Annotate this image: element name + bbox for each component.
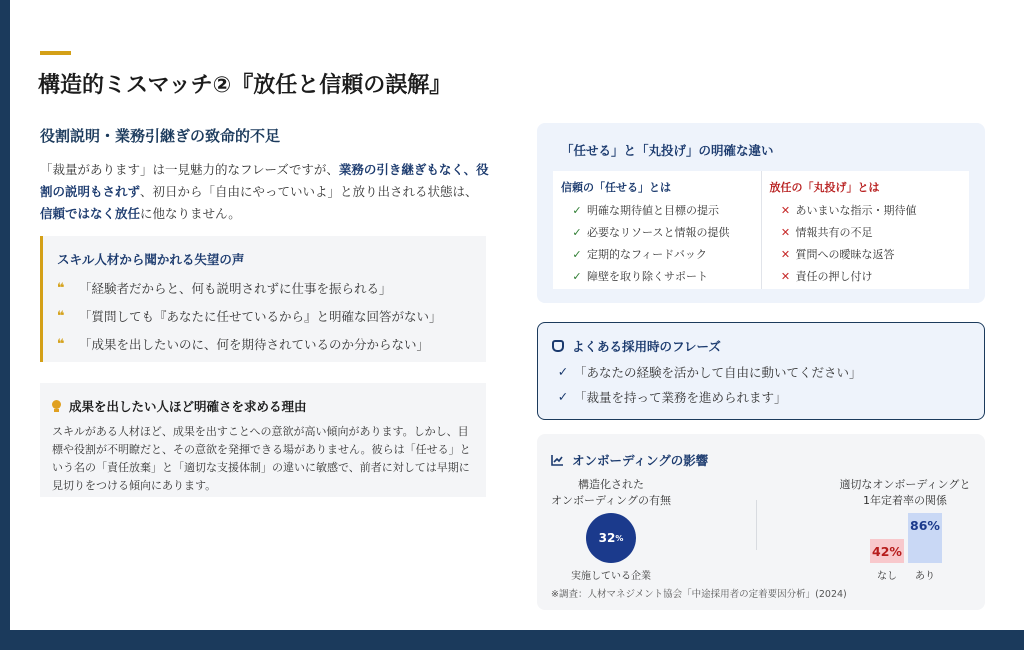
retention-bar-chart bbox=[865, 513, 945, 563]
voice-text: 「成果を出したいのに、何を期待されているのか分からない」 bbox=[79, 337, 430, 352]
phrase-item bbox=[552, 359, 984, 384]
voice-item bbox=[57, 274, 486, 302]
structured-onboarding-label bbox=[537, 477, 685, 509]
implementation-rate-value: 32 bbox=[598, 531, 616, 545]
trust-item-text: 必要なリソースと情報の提供 bbox=[587, 226, 730, 239]
neglect-item bbox=[770, 199, 970, 221]
page-title: 構造的ミスマッチ②『放任と信頼の誤解』 bbox=[38, 73, 452, 98]
check-icon: ✓ bbox=[572, 247, 582, 261]
neglect-item-text: 情報共有の不足 bbox=[795, 226, 873, 239]
phrase-text: 「裁量を持って業務を進められます」 bbox=[574, 389, 787, 405]
phrases-title: よくある採用時のフレーズ bbox=[572, 339, 721, 354]
check-icon: ✓ bbox=[557, 364, 569, 379]
implementation-rate-caption: 実施している企業 bbox=[571, 571, 651, 582]
retention-chart-label-line2: 1年定着率の関係 bbox=[863, 494, 947, 507]
quote-icon: ❝ bbox=[57, 280, 65, 296]
trust-item bbox=[561, 221, 761, 243]
trust-item-text: 定期的なフィードバック bbox=[587, 248, 707, 261]
chart-trend-icon bbox=[551, 454, 564, 466]
retention-bar-without-value: 42% bbox=[872, 544, 902, 559]
trust-item bbox=[561, 265, 761, 287]
neglect-item-text: あいまいな指示・期待値 bbox=[795, 204, 917, 217]
neglect-column bbox=[761, 171, 970, 289]
voice-item bbox=[57, 330, 486, 358]
hiring-phrases-card bbox=[537, 322, 985, 420]
voice-text: 「質問しても『あなたに任せているから』と明確な回答がない」 bbox=[79, 309, 442, 324]
retention-chart-label-line1: 適切なオンボーディングと bbox=[839, 478, 971, 491]
voices-title: スキル人材から聞かれる失望の声 bbox=[57, 252, 245, 267]
trust-item bbox=[561, 243, 761, 265]
retention-bar-with-label: あり bbox=[915, 571, 935, 582]
neglect-item bbox=[770, 265, 970, 287]
neglect-item-text: 責任の押し付け bbox=[795, 270, 873, 283]
cross-icon: ✕ bbox=[780, 203, 791, 217]
hand-pointer-icon bbox=[552, 340, 564, 352]
survey-source-note: ※調査：人材マネジメント協会「中途採用者の定着要因分析」(2024) bbox=[551, 589, 847, 600]
difference-title: 「任せる」と「丸投げ」の明確な違い bbox=[561, 143, 774, 158]
title-accent-line bbox=[40, 51, 71, 55]
trust-column bbox=[553, 171, 761, 289]
cross-icon: ✕ bbox=[780, 225, 791, 239]
phrase-item bbox=[552, 384, 984, 409]
implementation-rate-circle bbox=[586, 513, 636, 563]
reason-body: スキルがある人材ほど、成果を出すことへの意欲が高い傾向があります。しかし、目標や役割が不明瞭だと、その意欲を発揮できる場がありません。彼らは「任せる」という名の「責任放棄」と「適切な支援体制」の違いに敏感で、前者に対しては早期に見切りをつける傾向にあります。 bbox=[52, 425, 471, 492]
quote-icon: ❝ bbox=[57, 336, 65, 352]
bottom-frame-bar bbox=[0, 630, 1024, 650]
retention-chart-label bbox=[835, 477, 975, 509]
neglect-item bbox=[770, 243, 970, 265]
neglect-item-text: 質問への曖昧な返答 bbox=[795, 248, 895, 261]
neglect-item bbox=[770, 221, 970, 243]
phrases-title-row bbox=[552, 337, 984, 355]
check-icon: ✓ bbox=[572, 203, 582, 217]
check-icon: ✓ bbox=[557, 389, 569, 404]
voice-text: 「経験者だからと、何も説明されずに仕事を振られる」 bbox=[79, 281, 392, 296]
intro-text-3: に他なりません。 bbox=[140, 206, 241, 221]
check-icon: ✓ bbox=[572, 225, 582, 239]
impact-title: オンボーディングの影響 bbox=[572, 453, 709, 468]
retention-bar-without bbox=[870, 539, 904, 563]
reason-title: 成果を出したい人ほど明確さを求める理由 bbox=[69, 399, 307, 414]
retention-bar-with bbox=[908, 513, 942, 563]
trust-heading: 信頼の「任せる」とは bbox=[561, 181, 671, 194]
difference-columns bbox=[553, 171, 969, 289]
cross-icon: ✕ bbox=[780, 247, 791, 261]
structured-onboarding-label-line2: オンボーディングの有無 bbox=[551, 494, 671, 507]
impact-divider bbox=[756, 500, 757, 550]
difference-card bbox=[537, 123, 985, 303]
structured-onboarding-label-line1: 構造化された bbox=[578, 478, 644, 491]
intro-paragraph bbox=[40, 159, 490, 225]
trust-item-text: 障壁を取り除くサポート bbox=[587, 270, 708, 283]
voice-item bbox=[57, 302, 486, 330]
disappointment-voices-box bbox=[40, 236, 486, 362]
intro-highlight-2: 信頼ではなく放任 bbox=[40, 206, 141, 221]
phrase-text: 「あなたの経験を活かして自由に動いてください」 bbox=[574, 364, 862, 380]
retention-bar-with-value: 86% bbox=[910, 518, 940, 533]
neglect-heading: 放任の「丸投げ」とは bbox=[769, 181, 880, 194]
intro-text-2: 、初日から「自由にやっていいよ」と放り出される状態は、 bbox=[140, 184, 478, 199]
quote-icon: ❝ bbox=[57, 308, 65, 324]
reason-box bbox=[40, 383, 486, 497]
trust-item-text: 明確な期待値と目標の提示 bbox=[587, 204, 719, 217]
cross-icon: ✕ bbox=[780, 269, 791, 283]
section-subheading: 役割説明・業務引継ぎの致命的不足 bbox=[40, 127, 281, 145]
onboarding-impact-card bbox=[537, 434, 985, 610]
check-icon: ✓ bbox=[572, 269, 582, 283]
retention-bar-without-label: なし bbox=[877, 571, 897, 582]
lightbulb-icon bbox=[52, 400, 61, 412]
intro-highlight-1: 業務の引き継ぎもなく、役割の説明もされず bbox=[40, 162, 489, 199]
intro-text-1: 「裁量があります」は一見魅力的なフレーズですが、 bbox=[40, 162, 339, 177]
impact-title-row bbox=[551, 451, 708, 469]
implementation-rate-unit: % bbox=[615, 533, 624, 543]
trust-item bbox=[561, 199, 761, 221]
left-frame-bar bbox=[0, 0, 10, 650]
reason-title-row bbox=[52, 397, 472, 415]
